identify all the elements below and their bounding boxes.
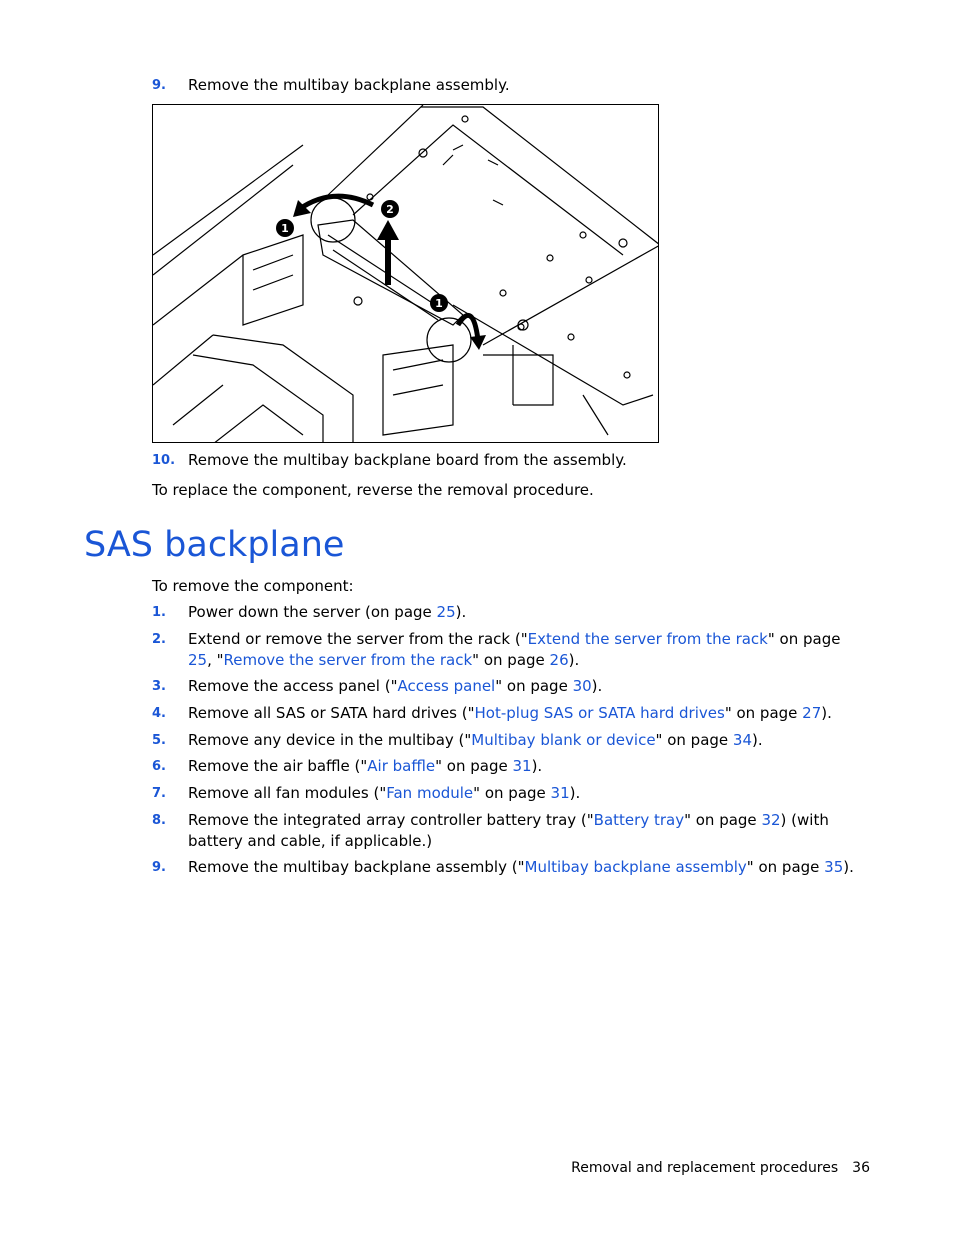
page-link[interactable]: 31 (512, 757, 532, 775)
access-panel-link[interactable]: Access panel (397, 677, 496, 695)
footer-page-number: 36 (852, 1160, 870, 1176)
page-link[interactable]: 31 (550, 784, 570, 802)
step-text: Remove the multibay backplane board from the assembly. (188, 451, 627, 469)
step-number: 3. (152, 679, 166, 694)
step-text: Remove all SAS or SATA hard drives ("Hot-plug SAS or SATA hard drives" on page 27). (188, 704, 832, 722)
multibay-backplane-illustration (152, 104, 659, 443)
step-number: 6. (152, 759, 166, 774)
page-footer (560, 1158, 870, 1178)
page-link[interactable]: 27 (802, 704, 822, 722)
multibay-blank-link[interactable]: Multibay blank or device (471, 731, 656, 749)
step-number: 9. (152, 860, 166, 875)
step-text: Remove all fan modules ("Fan module" on page 31). (188, 784, 581, 802)
section-heading: SAS backplane (84, 525, 345, 565)
step-number: 8. (152, 813, 166, 828)
step-text: Remove any device in the multibay ("Multibay blank or device" on page 34). (188, 731, 763, 749)
illustration-svg (153, 105, 659, 443)
page-link[interactable]: 35 (824, 858, 844, 876)
step-number: 7. (152, 786, 166, 801)
step-text: Remove the integrated array controller battery tray ("Battery tray" on page 32) (with battery and cable, if applicable.) (188, 811, 829, 850)
remove-server-link[interactable]: Remove the server from the rack (223, 651, 473, 669)
air-baffle-link[interactable]: Air baffle (367, 757, 436, 775)
page-link[interactable]: 34 (732, 731, 752, 749)
step-number: 1. (152, 605, 166, 620)
replace-note: To replace the component, reverse the removal procedure. (152, 481, 594, 499)
step-number: 4. (152, 706, 166, 721)
step-text: Remove the multibay backplane assembly ("Multibay backplane assembly" on page 35). (188, 858, 854, 876)
step-text: Power down the server (on page 25). (188, 603, 467, 621)
step-text: Remove the multibay backplane assembly. (188, 76, 510, 94)
page-link[interactable]: 30 (572, 677, 592, 695)
step-number: 5. (152, 733, 166, 748)
page-link[interactable]: 25 (188, 651, 208, 669)
callout-1-left-label: 1 (281, 222, 289, 235)
step-number: 2. (152, 632, 166, 647)
callout-2-label: 2 (386, 203, 394, 216)
fan-module-link[interactable]: Fan module (386, 784, 474, 802)
step-text: Remove the air baffle ("Air baffle" on page 31). (188, 757, 543, 775)
multibay-backplane-link[interactable]: Multibay backplane assembly (524, 858, 747, 876)
footer-section-title: Removal and replacement procedures (571, 1160, 839, 1176)
hard-drives-link[interactable]: Hot-plug SAS or SATA hard drives (474, 704, 725, 722)
step-text: Remove the access panel ("Access panel" on page 30). (188, 677, 603, 695)
page-link[interactable]: 26 (549, 651, 569, 669)
intro-text: To remove the component: (152, 577, 354, 595)
page-link[interactable]: 32 (761, 811, 781, 829)
step-number: 10. (152, 453, 176, 468)
page-link[interactable]: 25 (436, 603, 456, 621)
extend-server-link[interactable]: Extend the server from the rack (527, 630, 768, 648)
battery-tray-link[interactable]: Battery tray (593, 811, 685, 829)
step-text: Extend or remove the server from the rack ("Extend the server from the rack" on page 25, "Remove the server from the rack" on page 26). (188, 630, 841, 669)
callout-1-right-label: 1 (435, 297, 443, 310)
step-number: 9. (152, 78, 166, 93)
